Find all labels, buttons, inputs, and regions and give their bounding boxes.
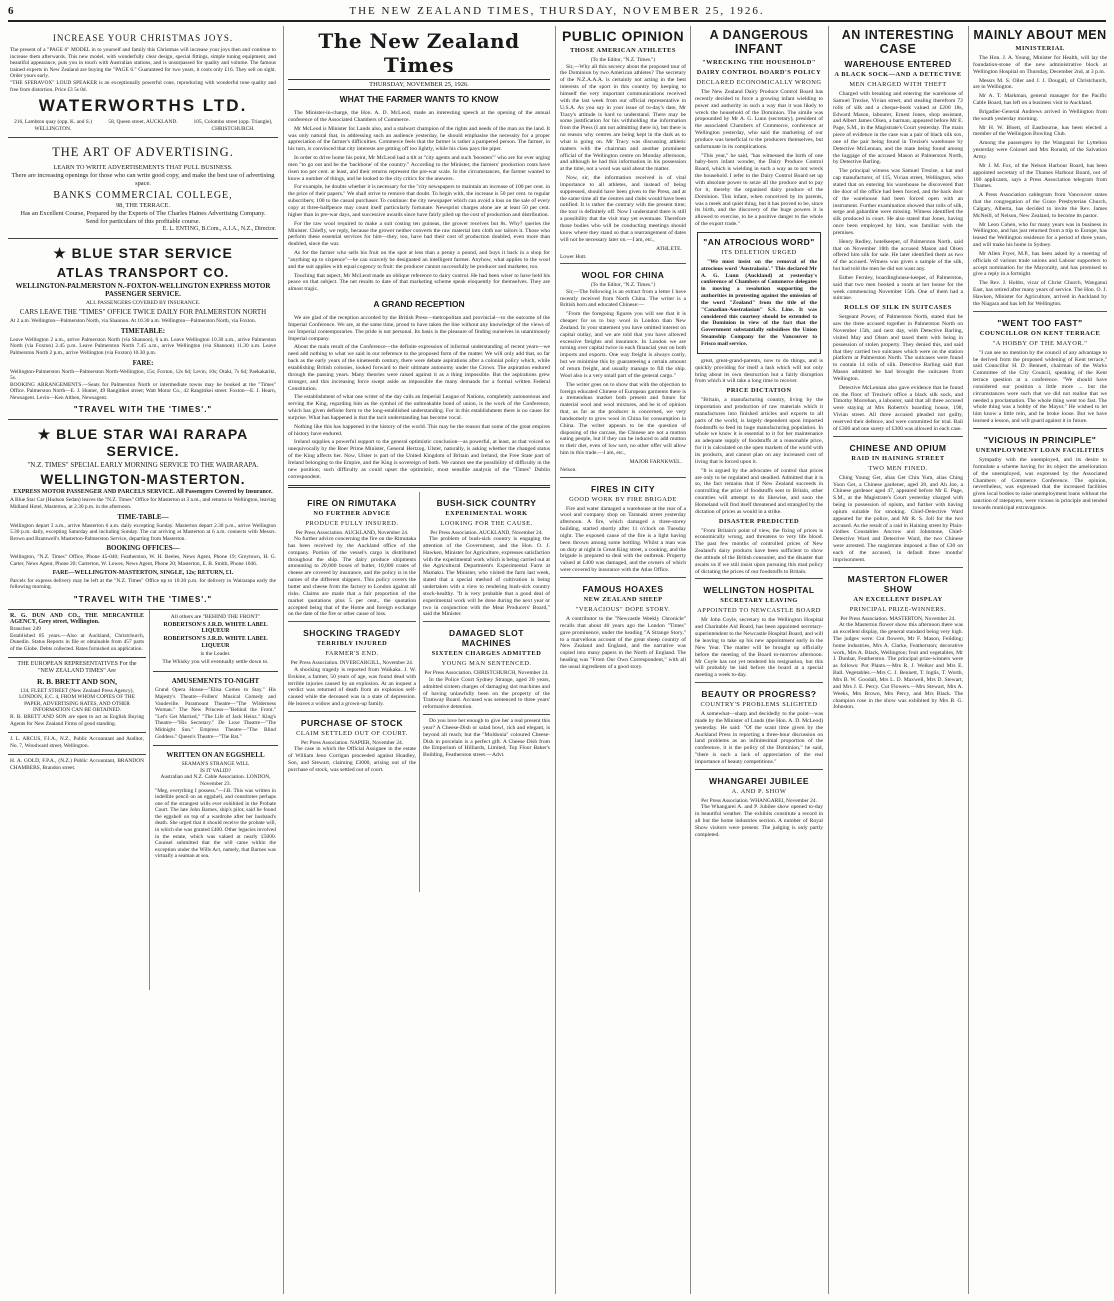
ad-slogan: "TRAVEL WITH THE 'TIMES'." [73,405,213,415]
article-body: "Britain, a manufacturing country, living by the importation and production of raw materials which it manufactures into finished articles and exports to all parts of the world, is largely dependent upon imported foodstuffs to feed its huge manufacturing population. In whole we know it is essential to it for her maintenance an adequate supply of foodstuffs at a reasonable price, for it is calculated on the open markets of the world with its products, and cannot plan on any increased cost of living that is forced upon it. [695,397,823,465]
personal-notes-column [973,26,1107,1294]
article-body: The problem of bush-sick country is engaging the attention of the Government, and the Hon. O. J. Hawken, Minister for Agriculture, expresses satisfaction with the experimental work which is being carried out at the Agricultural Department's Experimental Farm at Mamaku. The Minister, who visited the farm last week, stated that a special method of cultivation is being undertaken with a view to rendering bush-sick country stock-healthy. "It is very probable that a good deal of experimental work will be done during the next year or two in conjunction with the Meat Producers' Board," said the Minister. [423,536,550,618]
ad-subtitle: ALL PASSENGERS COVERED BY INSURANCE. [86,299,200,306]
ad-body: Send for particulars of this profitable course. [85,217,201,225]
column-rule [149,610,150,990]
public-opinion-column [560,26,686,1294]
ad-title: THE EUROPEAN REPRESENTATIVES For the "NEW ZEALAND TIMES" Are [17,661,137,674]
article-dateline: Per Press Association. MASTERTON, November 24. [840,615,956,622]
article-headline: AN INTERESTING CASE [841,28,955,56]
article-headline: BUSH-SICK COUNTRY [436,497,537,508]
ad-body: Has an Excellent Course, Prepared by the Experts of The Charles Haines Advertising Company. [20,209,266,217]
article-headline: A DANGEROUS INFANT [709,28,809,56]
whisky-ad [153,610,278,673]
ad-body: LEARN TO WRITE ADVERTISEMENTS THAT PULL BUSINESS. [53,164,233,172]
article-subhead: UNEMPLOYMENT LOAN FACILITIES [975,446,1105,454]
newspaper-title: The New Zealand Times [318,29,520,77]
article-headline: WHANGAREI JUBILEE [708,775,810,786]
ad-line: ROBERTSON'S J.R.D. WHITE LABEL LIQUEUR [163,636,268,649]
article-subhead: AN EXCELLENT DISPLAY [853,595,943,603]
article-body: In the Police Court Sydney Strange, aged 20 years, admitted sixteen charges of damaging slot machines and of having unlawfully been on the property of the Tramway Board. Accused was sentenced to three years' reformative detention. [423,676,550,711]
divider [423,714,550,715]
ad-body: 134, FLEET STREET (New Zealand Press Agency), LONDON, E.C. 4, FROM WHOM COPIES OF THE PAPER, ADVERTISING RATES, AND OTHER INFORMATION CAN BE OBTAINED. [19,687,135,714]
advertiser-name: R. B. BRETT AND SON, [36,676,118,686]
article-subhead: DAIRY CONTROL BOARD'S POLICY [696,69,822,76]
running-head-text: THE NEW ZEALAND TIMES, THURSDAY, NOVEMBER 25, 1926. [349,5,765,17]
article-subhead: WAREHOUSE ENTERED [844,59,952,69]
ad-title: R. G. DUN AND CO., THE MERCANTILE AGENCY, Grey street, Wellington. [10,612,144,626]
article-subhead: COUNCILLOR ON KENT TERRACE [979,329,1101,337]
news-note: A Press Association cablegram from Vancouver states that the congregation of the Grace Presbyterian Church, Calgary, Alberta, has decided to invite the Rev. James McNeill, of Nelson, New Zealand, to become its pastor. [973,192,1107,219]
divider [288,621,416,622]
editorial-paragraph: For the raw wool required to make a suit costing ten guineas, the grower receives but 8s. Why? queries the Minister. Chiefly, we reply, because the grower neither converts the raw material into cloth nor tailors it. Those who perform these essential services for him—they, too, have had their cost of production doubled, even more than doubled, since the war. [288,220,550,248]
letter-place: Lower Hutt. [560,253,587,260]
article-subhead: SEAMAN'S STRANGE WILL [181,761,250,768]
article-headline: FIRE ON RIMUTAKA [307,497,397,508]
waterworths-ad [8,26,278,138]
divider [695,682,823,683]
editorial-paragraph: Touching that aspect, Mr McLeod made an oblique reference to dairy control. He had been wiser to have held his peace on that subject. The net results to date of that marketing scheme speak eloquently for themselves. They are almost tragic. [288,272,550,293]
ad-address: 105, Colombo street (opp. Triangle), CHRISTCHURCH. [193,119,273,132]
article-body: Sympathy with the unemployed, and its desire to formulate a scheme having for its object the amelioration of the unemployed, was expressed by the Associated Chambers of Commerce Conference. The opinion, nevertheless, was expressed that the increased facilities given local bodies to raise unemployment loans without the sanction of ratepayers, were vicious in principle and tended towards municipal extravagance. [973,456,1107,511]
ad-body: Wellington, "N.Z. Times" Office, Phone 45-040; Featherston, W. H. Beeles, News Agent, Phone 19; Greytown, H. G. Carter, News Agent, Phone 20; Carterton, W. Lowes, News Agent, Phone 20; Masterton, E. B. Smith, Phone 1046. [10,554,276,568]
article-dateline: Australian and N.Z. Cable Association. LONDON, November 23. [160,774,271,787]
news-note: Brigadier-General Andrews arrived in Wellington from the south yesterday morning. [973,108,1107,122]
article-body: Detective McLennan also gave evidence that he found on the floor of Trezise's office a black silk sock, and Timothy Morrehan, a labourer, said that all three accused were staying at Mrs Roberts's boarding house, 198, Vivian street. All three accused pleaded not guilty, reserved their defence, and were committed for trial. Bail of £300 and one surety of £300 was allowed in each case. [833,384,963,432]
ad-body: BOOKING ARRANGEMENTS.—Seats for Palmerston North or intermediate towns may be booked at the "Times" Office. Palmerston North—E. J. Hunter, 49 Rangitikei street; Watt Motor Co., 42 Rangitikei street. Foxton—E. J. Hearn, Newsagent. Levin—Ken Althen, Newsagent. [10,381,276,401]
column-rule [419,492,420,892]
advertisement-column [8,26,278,1294]
article-body: "From Britain's point of view, the fixing of prices is economically wrong, and threatens to very life blood. The past few months of controlled prices of New Zealand's dairy products have been sufficient to show the attitude of the British consumer, and the disaster that awaits us if we still insist upon pursuing this mad policy of dictating the prices of our foodstuffs to Britain. [695,527,823,575]
article-headline: FAMOUS HOAXES [582,584,664,594]
article-body: "It is argued by the advocates of control that prices are only to be regulated and steadied. Admitted that it is so, the fact remains that if New Zealand succeeds in controlling the price of foodstuffs sent to Britain, other countries will attempt to do likewise, and soon the Homeland will find itself threatened and strangled by the dictation of prices as would in a strike. [695,467,823,515]
ad-subtitle: "N.Z. TIMES" SPECIAL EARLY MORNING SERVICE TO THE WAIRARAPA. [27,461,259,470]
letter-body: Now, sir, the information received is of vital importance to all athletes, and instead of being suppressed, should have been given to the Press, and at the same time all the centres and clubs would have been notified. It is rather the contrary with the present time; the tour is definitely off. Now I understand there is still a possibility that the visit may yet eventuate. Therefore those bodies who will be conducting meetings should know where they stand so that a rearrangement of dates will not be necessary later on.—I am, etc., [560,175,686,243]
ad-title: ATLAS TRANSPORT CO. [56,264,230,280]
article-subhead: A BLACK SOCK—AND A DETECTIVE [834,71,962,78]
letter-body: "From the foregoing figures you will see that it is cheaper for us to buy wool in London than New Zealand. In your statement you have omitted interest on capital outlay, and we are told that you have allowed excessive freights and insurance. In London we are turning over capital twice in each financial year on both imports and exports. One way freight is always costly, but we minimise this by guaranteeing a certain amount of return freight, and usually manage to fill the ship. Wool also is a very small part of the general cargo." [560,311,686,379]
article-body: great, great-grand-parents, now to do things, and is quickly providing for itself a lash which will not only bring about its own destruction but a fairly disruption from which it will take a long time to recover. [695,357,823,385]
article-body: "I can see no mention by the council of any advantage to be derived from the proposed widening of Kent terrace," said Councillor H. D. Bennett, chairman of the Works Committee of the City Council, speaking of the Kent terrace question at a conference. "We should have considered our position a little more ... but the circumstances were such that we did not realise that we needed a proclamation. The whole thing went too fast. The whole thing was a hobby of the Mayor." He wished to let him know a little rein, and he broke loose. But we have learned a lesson, and will guard against it in future. [973,349,1107,425]
article-body: The Whangarei A. and P. Jubilee show opened to-day in beautiful weather. The exhibits constitute a record in all but the home industries section. A number of Royal Show visitors were present. The judging is only partly completed. [695,804,823,838]
news-note: The Hon. J. A. Young, Minister for Health, will lay the foundation-stone of the new administrative block at Wellington Hospital on Thursday, December 2nd, at 3 p.m. [973,55,1107,75]
ad-title: THE ART OF ADVERTISING. [52,145,234,160]
article-crosshead: ROLLS OF SILK IN SUITCASES [844,304,952,312]
small-ads-right [153,610,278,865]
ad-section-title: TIMETABLE: [120,326,166,335]
section-subhead: THOSE AMERICAN ATHLETES [570,47,676,54]
article-eggshell [153,746,278,865]
article-subhead: GOOD WORK BY FIRE BRIGADE [569,495,677,503]
article-dateline: Per Press Association. WHANGAREI, November 24. [701,797,817,804]
blue-star-wairarapa-ad [8,420,278,609]
article-headline: DAMAGED SLOT MACHINES [449,628,524,649]
ad-title: BLUE STAR WAI RARAPA SERVICE. [56,426,249,460]
article-subhead: SECRETARY LEAVING [720,597,798,605]
boxed-article [697,232,821,354]
editorial-headline: WHAT THE FARMER WANTS TO KNOW [339,94,499,104]
article-subhead: YOUNG MAN SENTENCED. [441,660,532,668]
advertiser-name: WATERWORTHS LTD. [38,96,248,116]
article-subhead: "A HOBBY OF THE MAYOR." [992,339,1088,347]
editorial-paragraph: As for the farmer who sells his fruit on the spot at less than a penny a pound, and buys it back in a shop for "anything up to sixpence"—he can scarcely be designated an intelligent farmer. Anyhow, what applies to the wool and the suit applies with equal cogency to fruit: the producer cannot successfully be producer and marketer, too. [288,250,550,270]
divider [423,621,550,622]
divider [833,436,963,437]
news-note: Messrs M. S. Oiler and J. J. Dougall, of Christchurch, are in Wellington. [973,77,1107,91]
ad-body: The present of a "PAGE 6" MODEL in to yourself and family this Christmas will increase your joys then and continue to increase them afterwards. This new model, with wonderfully clear design, special fittings, simple tuning equipment, and beautiful appearance, puts you in touch with Australian stations, and is unsurpassed for quality and volume. The famous trained experts in New Zealand are buying the "PAGE 6." Guaranteed for two years, it costs only £16. They sell on sight. Order yours early. [10,47,276,80]
issue-date: THURSDAY, NOVEMBER 25, 1926. [288,79,550,90]
ad-body: Parcels for express delivery may be left at the "N.Z. Times" Office up to 10.30 p.m. for delivery in Wairarapa early the following morning. [10,577,276,591]
article-subhead: TERRIBLY INJURED [316,640,388,648]
article-headline: MASTERTON FLOWER SHOW [847,573,949,594]
editorial-paragraph: The establishment of what one writer of the day calls an Imperial League of Nations, completely autonomous and serving the King, regarding him as the symbol of the unbreakable bond of union, is the work of the Conference, which has given definite form to the long-established understanding. For in this establishment there is no cause for surprise. What has happened is that the tacit understanding has become vocal. [288,394,550,421]
college-ad [8,138,278,238]
editorial-paragraph: About the main result of the Conference—the definite expression of informal understanding of recent years—we need add nothing to what we said in our reference to the proposed form of the matter. We will only add that, so far back as the early years of the nineteenth century, there were debate aspirations after a colonial policy which, while establishing British colonies, looked forward to their ultimate autonomy under the Crown. The aspiration endured through the passing years. Many theories were raised against it as a thing impossible. But the aspirations grew stronger, and this increasing force swept aside as impossible the many demands for a formal written Federal Constitution. [288,344,550,392]
ad-line: All others are "BEHIND THE FRONT" [170,613,261,620]
small-ads-left [8,610,146,777]
star-icon: ★ [37,426,52,443]
editorial-paragraph: In order to drive home his point, Mr McLeod had a tilt at "city agents and such 'boosters'" who are for ever urging men "to go out and be the 'backbone' of the country." According to the Minister, the farmers' production costs have risen too per cent. at least, and their returns represent the pre-war scale. In the circumstances, the farmer wanted to know a number of things, and he looked to the city critics for the answers. [288,155,550,182]
article-subhead: EXPERIMENTAL WORK [445,509,528,517]
article-body: The New Zealand Dairy Produce Control Board has recently decided to force a growing infant wielding to power and authority in such a way that it was likely to wreck the household of the Dominion. The simile was propounded by Mr A. G. Lunn (secretary), president of the associated Chambers of Commerce, conference at Wellington yesterday, who said the marketing of our produce was beneficial to the producers themselves, but unfortunate in its complications. [695,89,823,150]
article-subhead: "VERACIOUS" DOPE STORY. [575,606,671,613]
ad-body: There are increasing openings for those who can write good copy, and make the best use of advertising space. [11,172,275,188]
ad-body: Established 85 years.—Also at Auckland, Christchurch, Dunedin. Status Reports in file or obtainable from 457 parts of the Globe. Debts collected. Rates furnished on application. [10,632,144,652]
listing-body: Grand Opera House—"Elisa Comes to Stay." His Majesty's Theatre—Fullers' Musical Comedy and Vaudeville. Paramount Theatre—"The Wilderness Woman." The New Princess—"Behind the Front." "Let's Get Married," "The Life of Jack Heinz." King's Theatre—"His Secretary." De Luxe Theatre—"The Midnight Sun." Empress Theatre—"The Blind Goddess." Queen's Theatre—"The Bat." [155,687,276,740]
news-note: The Rev. J. Hobbs, vicar of Christ Church, Wanganui East, has retired after many years of service. The Hon. O. J. Hawken, Minister for Agriculture, arrived in Auckland by the Niagara and has left for Wellington. [973,280,1107,307]
ad-section-title: FARE: [132,358,154,367]
article-body: "This year," he said, "has witnessed the birth of one baby-born infant wonder, the Dairy Produce Control Board, which is wielding in such a way as to not wreck the household. I refer to the Dairy Control Board set up with absolute power to seize all the produce and to pay for it, thereby the organised dairy produce of the Dominion. This infant, when conceived by its parents, was a meek and quiet thing, but it has proved to be, since its birth, and the discovery of the huge powers it is allowed to exercise, to be a positive danger to the whole of the export trade." [695,152,823,228]
article-headline: PURCHASE OF STOCK [300,717,404,728]
news-briefs-left [288,492,416,776]
ad-body: At 2 a.m. Wellington—Palmerston North, via Shannon. At 10.30 a.m. Wellington—Palmerston North, via Foxton. [10,318,256,325]
letter-body: Sir,—The following is an extract from a letter I have recently received from North China. The writer is a British born and educated Chinese:— [560,288,686,309]
ad-line: ROBERTSON'S J.R.D. WHITE LABEL LIQUEUR [163,621,268,635]
ad-address: 58, Queen street, AUCKLAND. [108,119,178,126]
article-headline: WRITTEN ON AN EGGSHELL [166,751,265,760]
advertiser-name: BANKS COMMERCIAL COLLEGE, [53,190,233,202]
dairy-article-column [695,26,823,1294]
ad-title: WELLINGTON-MASTERTON. [40,472,246,488]
divider [695,769,823,770]
article-body: Sergeant Power, of Palmerston North, stated that he saw the three accused together in Palmerston North on November 15th, and next day, with Detective Barling, visited May and Olsen and taxed them with being in possession of stolen property. They denied this, and said that they carried two suitcases which were on the station platform at Palmerston North. The suitcases were found to contain 14 rolls of silk. Detective Barling said that Mason admitted he had brought the suitcases from Wellington. [833,314,963,382]
article-body: Henry Redley, hotelkeeper, of Palmerston North, said that on November 18th the accused Mason and Olsen offered him silk for sale. He later identified them as two of the accused. Witness was given a sample of the silk, but had told the men he did not want any. [833,238,963,273]
european-representatives-ad [8,658,146,733]
column-rule [968,26,969,1294]
ad-body: Leave Wellington 2 a.m., arrive Palmerston North (via Shannon), 6 a.m. Leave Wellington 10.30 a.m., arrive Palmerston North (via Foxton) 2.45 p.m. Leave Palmerston North 7.45 a.m., arrive Wellington (via Shannon) 11.30 a.m. Leave Palmerston North 2 p.m., arrive Wellington (via Foxton) 10.30 p.m. [10,336,276,356]
article-headline: WELLINGTON HOSPITAL [703,585,815,596]
article-body: Ching Young Get, alias Get Chin Yum, alias Ching Yoon Get, a Chinese gardener, aged 28, and Ah Joe, a Chinese gardener aged 47, appeared before Mr E. Page, S.M., at the Magistrate's Court yesterday charged with being in possession of opium, and further with having opium suitable for smoking. Chief-Detective Ward appeared for the police, and Mr R. S. Joll for the two accused. As the result of a raid in Haining street by Plain-clothes Constables Ancrow and Johnstone, Chief-Detective Ward and Detective Ward, the two Chinese were arrested. The magistrate imposed a fine of £30 on each of the accused, in default three months' imprisonment. [833,474,963,563]
article-headline: CHINESE AND OPIUM [849,442,947,453]
ad-section-title: BOOKING OFFICES— [106,544,180,553]
ad-address: 98, THE TERRACE. [115,202,171,210]
editorial-paragraph: Mr McLeod is Minister for Lands also, and a stalwart champion of the rights and needs of the man on the land. It was only natural that, in addressing such an audience yesterday, he should emphasise the necessity for a proper appreciation of the farmer's difficulties. Commerce feels that the farmer is rather a pampered person. The farmer, in his turn, is convinced that city interests are getting off too lightly, while his class pays the piper. [288,125,550,153]
editorial-column [288,26,550,1294]
divider [560,477,686,478]
article-subhead: A. AND P. SHOW [731,787,787,795]
column-rule [828,26,829,1294]
ad-title: BLUE STAR SERVICE [71,244,233,261]
page-number: 6 [8,5,16,17]
ad-line: is the Leader. [200,650,231,657]
editorial-paragraph: The Minister-in-charge, the Hon. A. D. McLeod, made an interesting speech at the opening of the annual conference of the Associated Chambers of Commerce. [288,110,550,123]
divider [560,577,686,578]
article-subhead: IS IT VALID? [200,767,231,774]
section-headline: MAINLY ABOUT MEN [973,28,1107,42]
running-head [8,4,1106,22]
section-headline: PUBLIC OPINION [561,28,685,44]
article-body: "Meg, everything I possess."—J.B. This was written in indelible pencil on an eggshell, and constitutes perhaps one of the strangest wills ever exhibited in the Probate Court. The late John Barnes, ship's pilot, said he found the eggshell on top of a wardrobe after her husband's death. She urged that it should receive the probate will, in which she was granted £400. Other legacies involved in the estate, which was valued at nearly £5000. Counsel submitted that the will came within the exception under the Wills Act, namely, that Barnes was virtually a seaman at sea. [155,787,276,860]
article-body: The case in which the Official Assignee in the estate of William Jeno Corrigan proceeded against Hoadley, Son, and Stewart, claiming £3000, arising out of the purchase of stock, was settled out of court. [288,746,416,773]
advertorial-body: Do you love her enough to give her a real present this year? A Cheese-Dish or salad bowl, rich and elegant, is beyond all reach; but the "Moldonia" coloured Cheese-Dish in porcelain is a perfect gift. A Cheese Dish from the Emporium of Hilliards, Limited, Top Floor Baker's Building, Featherston street.—Advt. [423,718,550,759]
divider [973,428,1107,429]
ad-body: R. B. BRETT AND SON are open to act as English Buying Agents for New Zealand Firms of good standing. [10,713,144,727]
accountant-ad [8,755,146,776]
article-body: Fire and water damaged a warehouse at the rear of a wool and company shop on Taranaki street yesterday afternoon. A fire, which damaged a three-storey building, started shortly after 11 o'clock on Tuesday night. The exposed cause of the fire is a light having been thrown among some bottling. Whilst a man was on duty at night in Great King street, a cooking, and the brigade is prepared to deal with the outbreak. Property valued at £400 was damaged, and the owners of which were covered by insurance with the Atlas Office. [560,505,686,574]
article-subhead: PRODUCE FULLY INSURED. [305,519,399,527]
article-subhead: NO FURTHER ADVICE [313,509,391,517]
article-subhead: "WRECKING THE HOUSEHOLD" [702,59,816,66]
letter-place: Nelson. [560,466,577,473]
divider [288,711,416,712]
ad-signature: E. L. ENTING, B.Com., A.I.A., N.Z., Director. [162,225,276,232]
ad-body: J. L. ARCUS, F.I.A., N.Z., Public Accountant and Auditor, No. 7, Woodward street, Wellington. [10,736,144,749]
article-subhead: FARMER'S END. [325,650,379,658]
news-note: Mr H. W. Bloett, of Eastbourne, has been elected a member of the Wellington Bowling Club. [973,124,1107,138]
ad-subtitle: CARS LEAVE THE "TIMES" OFFICE TWICE DAILY FOR PALMERSTON NORTH [19,308,267,317]
news-note: Mr Leon Cohen, who for many years was in business in Wellington, and has just returned from a trip to Europe, has leased the Wellington residence for a period of three years, and will make his home in Sydney. [973,221,1107,249]
letter-signature: MAJOR FARNKWEL. [629,458,682,465]
ad-body: H. A. GOLD, F.P.A., (N.Z.) Public Accountant, BRANDON CHAMBERS, Brandon street. [10,758,144,771]
article-subhead: ITS DELETION URGED [721,248,797,256]
ad-subtitle: EXPRESS MOTOR PASSENGER AND PARCELS SERVICE. All Passengers Covered by Insurance. [13,489,273,496]
article-headline: FIRES IN CITY [590,483,656,494]
amusements-list [153,672,278,746]
editorial-paragraph: Ireland supplies a powerful support to the general optimistic conclusion—as powerful, at least, as that voiced so unequivocally by the Boer Prime Minister, General Hertzog. Ulster, naturally, is asking whether the changed status of the King affects her. Now, Ulster is part of the United Kingdom of Britain and Ireland, the Free State part of Ireland belonging to the Empire, and the King is sovereign of both. We cannot see the possibility of difficulty in the new position; such difficulty as could upset the optimistic, most sensible analysis of the "Times" Dublin correspondent. [288,439,550,480]
news-note: Mr Allen Fryer, M.P., has been asked by a meeting of officials of various trade unions and Labour supporters to accept nomination for the Mayoralty, and has promised to give a reply in a fortnight. [973,250,1107,278]
article-subhead: NEW ZEALAND SHEEP [583,596,663,603]
bottom-ad-block [8,610,278,990]
ad-body: Wellington depart 3 a.m., arrive Masterton 6 a.m. daily excepting Sunday. Masterton depart 2.30 p.m., arrive Wellington 5.30 p.m. daily, excepting Saturday and including Sunday. The car arriving at Masterton at 6 a.m. connects with Messrs. Brown and Bramwell's Masterton-Palmerston Service, departing from Masterton. [10,522,276,542]
article-crosshead: PRICE DICTATION [726,387,792,395]
news-briefs-block [288,492,550,892]
letter-body: The writer goes on to show that with the objection to foreign educated Chinese of European garments there is a tremendous market both present and future for material wool and wool mixtures, and he is of opinion that, as far as the producer is concerned, we very handsomely to grow wool in China for consumption in China. The writer appears to be the question of disposing of the carcase, the Chinese are not a mutton eating people, but if they can be induced to add mutton to their diet, even of low sort, no other offer will allow him in this trade.—I am, etc., [560,381,686,457]
article-subhead: COUNTRY'S PROBLEMS SLIGHTED [700,701,818,709]
ad-section-title: TIME-TABLE— [117,512,169,521]
letter-salutation: (To the Editor, "N.Z. Times.") [590,282,656,289]
letter-signature: ATHLETE. [656,245,682,252]
article-subhead: CLAIM SETTLED OUT OF COURT. [296,729,408,737]
article-dateline: Per Press Association. NAPIER, November 24. [300,739,404,746]
article-subhead: APPOINTED TO NEWCASTLE BOARD [697,607,821,615]
article-body: "We must insist on the removal of the atrocious word 'Australasia'." This declared Mr A. G. Lunn (Auckland) at yesterday's conference of Chambers of Commerce delegates in moving a resolution supporting the authorities in protesting against the omission of the word "Zealand" from the title of the "Canadian-Australasian" S.S. Line. It was considered this courtesy should be extended to the Dominion in view of the fact that the Government substantially subsidises the Union Steamship Company for the Vancouver to Frisco mail service. [701,258,817,347]
article-subhead: RAID IN HAINING STREET [851,454,945,462]
article-subhead: MEN CHARGED WITH THEFT [849,81,947,88]
divider [833,567,963,568]
article-body: A shocking tragedy is reported from Waikaka. J. W. Erskine, a farmer, 50 years of age, was found dead with terrible injuries caused by an explosion. At an inquest a verdict was returned of death from an explosion self-caused while the deceased was in a state of depression. He leaves a widow and a grown-up family. [288,666,416,708]
ad-body: Branches: 249 [10,626,41,632]
article-dateline: Per Press Association. INVERCARGILL, November 24. [290,660,414,667]
news-note: Mr J. M. Fox, of the Nelson Harbour Board, has been appointed secretary of the Thames Harbour Board, out of 100 applicants, says a Press Association telegram from Thames. [973,162,1107,190]
article-subhead: LOOKING FOR THE CAUSE. [440,519,533,527]
article-body: The principal witness was Samuel Trezise, a hat and cap manufacturer, of 115, Vivian street, Wellington, who stated that on entering his warehouse he discovered that the door of the office had been forced, and the back door of the warehouse had been forced open with an instrument. Further examination showed that rolls of silk, serge and gabardine were missing. Witness identified the silk produced in court. He also stated that Jones, having once been employed by him, was familiar with the premises. [833,168,963,236]
editorial-paragraph: We are glad of the reception accorded by the British Press—metropolitan and provincial—to the outcome of the Imperial Conference. We are, at the same time, proud to have taken the line without any knowledge of the views of our Imperial contemporaries. The pride is not personal. Its basis is the pleasure of finding ourselves in unanimously Imperial company. [288,315,550,342]
article-subhead: DECLARED ECONOMICALLY WRONG [696,79,822,86]
column-rule [555,26,556,1294]
section-title: AMUSEMENTS TO-NIGHT [171,677,260,686]
letter-body: Sir,—Why all this secrecy about the proposed tour of the Dominion by two American athletes? The secretary of the N.Z.A.A.A. is certainly not acting in the best interests of the sport in this country by keeping to himself the very important communications received with the last week from our official representative in U.S.A. As you say in your issue of to-day's date, Mr Tracy's attitude is hard to understand. There may be some justification for his withholding the information from the Press (I am not admitting there is), but there is no reason why centres are being kept in the dark as to what is going on. Mr Tracy was discussing athletic matters with the chairman and another prominent official of the Wellington centre on Monday afternoon, and although he had this information in his possession at the time, not a word was said about the matter. [560,63,686,173]
news-note: Among the passengers by the Wanganui for Lyttelton yesterday were Colonel and Mrs Ronald, of the Salvation Army. [973,140,1107,160]
letter-salutation: (To the Editor, "N.Z. Times.") [590,57,656,63]
ad-address: 216, Lambton quay (opp. K. and S.) WELLINGTON. [14,119,92,132]
article-headline: SHOCKING TRAGEDY [303,628,401,639]
ad-body: Wellington-Palmerston North—Palmerston North-Wellington, 15s; Foxton, 12s 6d; Levin, 10s; Otaki, 7s 6d; Paekakariki, 5s. [10,368,276,382]
article-headline: BEAUTY OR PROGRESS? [701,689,817,700]
article-body: No further advice concerning the fire on the Rimutaka has been received by the Auckland office of the company. Portion of the vessel's cargo is distributed throughout the ship. The dairy produce shipments amounting to 20,000 boxes of butter, 10,000 crates of cheese are covered by insurance, and the policy is in the names of the different shippers. This policy covers the butter and cheese from the factory to London against all risks. Claims are made that a fair proportion of the market quotations plus 5 per cent., the quotation accepted being that of the Home and foreign exchange on the date of the fire or other cause of loss. [288,536,416,618]
article-dateline: Per Press Association. CHRISTCHURCH, November 24. [424,670,549,677]
editorial-paragraph: Nothing like this has happened in the history of the world. This may be the reason that some of the great empires of history have endured. [288,423,550,437]
column-rule [690,26,691,1294]
star-icon: ★ [53,244,67,261]
article-body: At the Masterton flower show this afternoon there was an excellent display, the general standard being very high. The judges were: Cut flowers, Mr F. Mason, Feilding; home industries, Mrs A. Clarke, Featherston; decorative work, Mrs A. Black, Wellington; fruit and vegetables, Mr J. Dunbar, Featherston. The principal prize-winners were as follows: Pot Plants.—Mrs R. J. Welker and Mrs E. Ball. Vegetables.—Mrs C. J. Bennett, T. Inglis, T. Worth, Mrs B. W. Goodall, Mrs L. D. Maxwell, Mrs D. Stewart, and Mrs J. E. Percy. Cut Flowers.—Mrs Stewart, Mrs A. Weeks, Mrs Brown, Mrs Percy, and Mrs Black. The champion rose in the show was exhibited by Mrs B. G. Johnston. [833,622,963,711]
section-subhead: MINISTERIAL [1015,45,1065,52]
article-body: A contributor to the "Newcastle Weekly Chronicle" recalls that about 40 years ago the London "Times" gave prominence, under the heading "A Strange Story," to a marvellous account of the great sheep country of New Zealand and England, and the narrative was copied into many papers in the North of England. The heading was "From Our Own Correspondent," with all the usual ingredients of a good story. [560,616,686,670]
divider [560,263,686,264]
article-crosshead: DISASTER PREDICTED [718,517,800,525]
news-note: Mr A. T. Markman, general manager for the Pacific Cable Board, has left on a business visit to Auckland. [973,93,1107,107]
ad-fare: FARE—WELLINGTON-MASTERTON, SINGLE, 12s; RETURN, £1. [52,569,234,576]
article-headline: "WENT TOO FAST" [997,317,1083,328]
ad-line: The Whisky you will eventually settle down to. [162,658,269,665]
article-body: A somewhat—sharp and decidedly to the point—was made by the Minister of Lands (the Hon. A. D. McLeod) yesterday. He said: "Of the scant time given by the Auckland Press in reporting a three-hour discussion on land problems as an infinitesimal proportion of the conference, it is the policy of the Dominion," he said, "there is such a lack of appreciation of the real importance of beauty competitions." [695,711,823,765]
article-subhead: TWO MEN FINED. [868,464,928,472]
dun-ad [8,610,146,659]
ad-body: "THE SFERAVOX" LOUD SPEAKER is an exceptionally powerful cone, reproducing with wonderful tone quality and free from distortion. Price £3 5s 0d. [10,79,276,93]
article-subhead: SIXTEEN CHARGES ADMITTED [431,650,542,658]
news-briefs-right [423,492,550,762]
ad-slogan: "TRAVEL WITH THE 'TIMES'." [73,594,213,604]
column-rule [283,26,284,1294]
blue-star-atlas-ad [8,239,278,421]
article-dateline: Per Press Association. AUCKLAND, November 24. [295,529,409,536]
editorial-headline: A GRAND RECEPTION [373,299,465,310]
court-article-column [833,26,963,1294]
article-body: Esther Fernley, boardinghouse-keeper, of Palmerston, said that two men booked a room at her house for the week commencing November 15th. One of them had a suitcase. [833,274,963,302]
ad-title: INCREASE YOUR CHRISTMAS JOYS. [52,33,234,43]
article-body: Charged with breaking and entering the warehouse of Samuel Trezise, Vivian street, and stealing therefrom 72 rolls of silk and a cheque-book valued at £200 18s, Edward Mason, labourer, Ernest Jones, shop assistant, and Albert James Olsen, a barman, appeared before Mr E. Page, S.M., in the Magistrate's Court yesterday. The main piece of evidence in the case was a pair of black silk sox, one of the pair being found in Trezise's warehouse by Detective McLennan, and the mate being found among the luggage of the accused Mason at Palmerston North, by Detective Barling. [833,91,963,166]
ad-subtitle: WELLINGTON-PALMERSTON N.-FOXTON-WELLINGTON EXPRESS MOTOR PASSENGER SERVICE. [15,281,271,298]
divider [288,485,550,488]
article-headline: "VICIOUS IN PRINCIPLE" [983,434,1097,445]
article-headline: "AN ATROCIOUS WORD" [703,236,815,247]
ad-body: A Blue Star Car (Hudson Sedan) leaves the "N.Z. Times" Office for Masterton at 3 a.m., and returns to Wellington, leaving Midland Hotel, Masterton, at 2.30 p.m. in the afternoon. [10,497,276,511]
article-subhead: PRINCIPAL PRIZE-WINNERS. [849,605,947,613]
accountant-ad [8,733,146,755]
editorial-paragraph: For example, he doubts whether it is necessary for the "city newspapers to maintain an increase of 100 per cent. in the price of their papers." We shall strive to remove that doubt. To begin with, the increase is 50 per cent. to regular subscribers; 100 to the casual purchaser. To continue: the city newspaper which can avoid a loss on the sale of every copy at three-halfpence may count itself particularly fortunate. Newsprint charges alone are at least 50 per cent. higher than in pre-war days, and successive awards since have fairly piled up the cost of production and distribution. [288,184,550,218]
article-dateline: Per Press Association. AUCKLAND, November 24. [430,529,543,536]
divider [695,578,823,579]
article-headline: WOOL FOR CHINA [581,270,665,281]
article-body: Mr John Coyle, secretary to the Wellington Hospital and Charitable Aid Board, has been appointed secretary-superintendent to the Newcastle Hospital Board, and will be leaving to take up his new appointment early in the New Year. The matter will be brought up officially before the meeting of the Board to-morrow afternoon. Mr Coyle has not yet tendered his resignation, but this will probably be laid before the board at a special meeting a week to-day. [695,617,823,679]
divider [973,311,1107,312]
